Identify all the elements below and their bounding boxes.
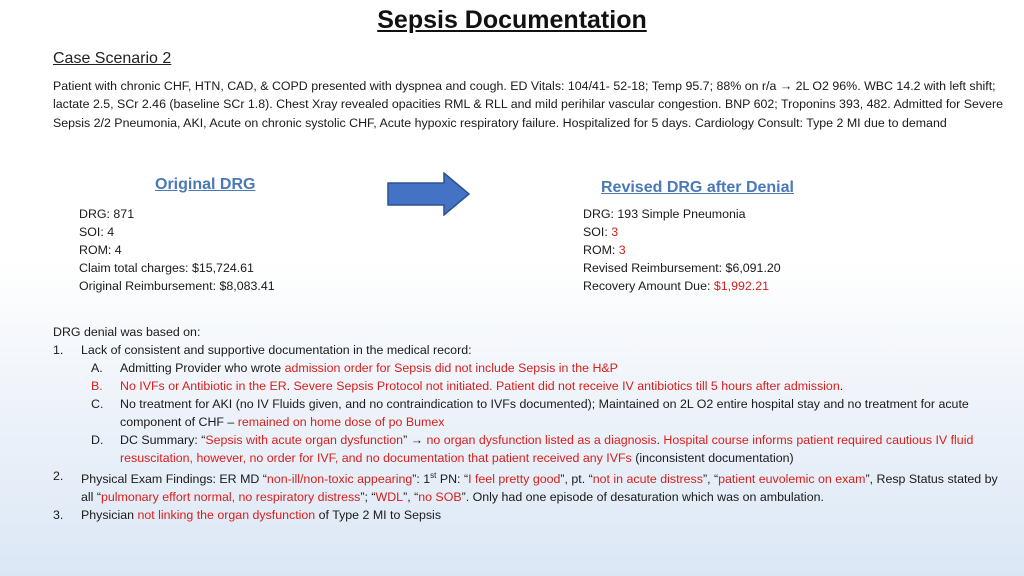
original-charges: Claim total charges: $15,724.61 (79, 261, 254, 275)
revised-rom-value: 3 (618, 243, 626, 257)
original-drg-details (79, 205, 275, 295)
recovery-amount: Recovery Amount Due: $1,992.21 (583, 279, 769, 293)
recovery-amount-value: $1,992.21 (713, 279, 769, 293)
scenario-text: Patient with chronic CHF, HTN, CAD, & COPD presented with dyspnea and cough. ED Vitals: 104/41- 52-18; Temp 95.7; 88% on r/a → 2L O2 96%. WBC 14.2 with left shift; lactate 2.5, SCr 2.46 (baseline SCr 1.8). Chest Xray revealed opacities RML & RLL and mild perihilar vascular congestion. BNP 602; Troponins 393, 482. Admitted for Severe Sepsis 2/2 Pneumonia, AKI, Acute on chronic systolic CHF, Acute hypoxic respiratory failure. Hospitalized for 5 days. Cardiology Consult: Type 2 MI due to demand (53, 79, 1003, 130)
original-rom: ROM: 4 (79, 243, 122, 257)
page-title: Sepsis Documentation (377, 6, 647, 34)
denial-item-1b: B. No IVFs or Antibiotic in the ER. Severe Sepsis Protocol not initiated. Patient did not receive IV antibiotics till 5 hours after admission. (91, 379, 844, 393)
original-drg: DRG: 871 (79, 207, 135, 221)
original-reimbursement: Original Reimbursement: $8,083.41 (79, 279, 275, 293)
denial-intro: DRG denial was based on: (53, 325, 201, 339)
revised-drg: DRG: 193 Simple Pneumonia (583, 207, 746, 221)
revised-rom: ROM: 3 (583, 243, 626, 257)
denial-item-1c: C. No treatment for AKI (no IV Fluids given, and no contraindication to IVFs documented); Maintained on 2L O2 entire hospital stay and no treatment for acute component of CHF – remained on home dose of po Bumex (91, 397, 969, 429)
denial-item-3: 3. Physician not linking the organ dysfunction of Type 2 MI to Sepsis (53, 508, 442, 523)
revised-drg-heading: Revised DRG after Denial (601, 179, 794, 196)
original-soi: SOI: 4 (79, 225, 115, 239)
denial-item-1: 1. Lack of consistent and supportive documentation in the medical record: (53, 343, 472, 357)
denial-item-1a: A. Admitting Provider who wrote admission order for Sepsis did not include Sepsis in the H&P (91, 361, 618, 375)
denial-item-2: 2. Physical Exam Findings: ER MD “non-ill/non-toxic appearing”: 1st PN: “I feel pretty good”, pt. “not in acute distress”, “patient euvolemic on exam”, Resp Status stated by all “pulmonary effort normal, no respiratory distress”; “WDL”, “no SOB”. Only had one episode of desaturation which was on ambulation. (53, 469, 998, 505)
denial-item-1d: D. DC Summary: “Sepsis with acute organ dysfunction” → no organ dysfunction listed as a diagnosis. Hospital course informs patient required cautious IV fluid resuscitation, however, no order for IVF, and no documentation that patient received any IVFs (inconsistent documentation) (91, 433, 974, 465)
revised-reimbursement: Revised Reimbursement: $6,091.20 (583, 261, 781, 275)
denial-reasons (53, 323, 998, 524)
revised-soi-value: 3 (611, 225, 619, 239)
revised-soi: SOI: 3 (583, 225, 619, 239)
right-arrow-icon (387, 172, 471, 221)
case-heading: Case Scenario 2 (53, 50, 172, 67)
revised-drg-details (583, 205, 781, 295)
original-drg-heading: Original DRG (155, 176, 256, 193)
